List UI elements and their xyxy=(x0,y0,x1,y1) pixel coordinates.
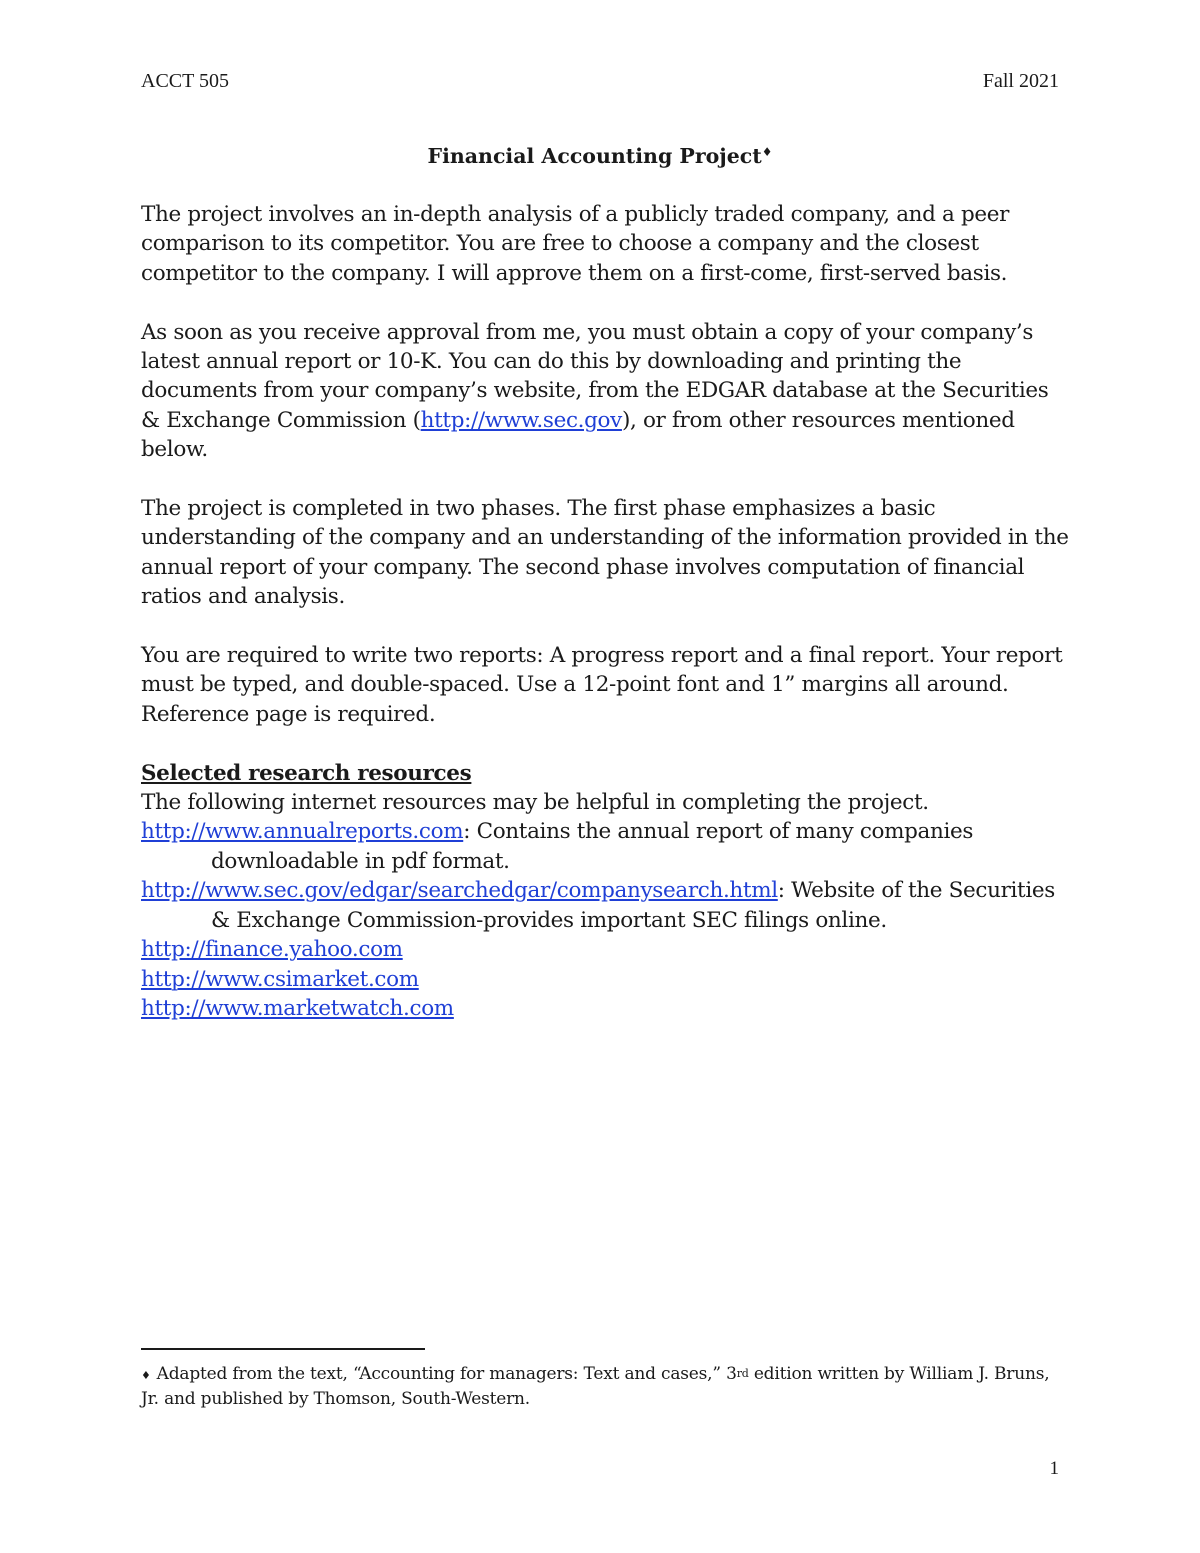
title-footnote-mark: ♦ xyxy=(761,145,773,159)
page-number: 1 xyxy=(1049,1458,1059,1479)
footnote xyxy=(141,1362,1061,1411)
document-title xyxy=(0,144,1200,168)
term: Fall 2021 xyxy=(982,70,1059,92)
resource-item xyxy=(141,876,1071,935)
footnote-text-2: edition written by William J. Bruns, Jr. and published by Thomson, South-Western. xyxy=(141,1364,1050,1409)
footnote-divider xyxy=(141,1348,425,1350)
resource-link-marketwatch[interactable]: http://www.marketwatch.com xyxy=(141,995,454,1021)
paragraph-phases: The project is completed in two phases. The first phase emphasizes a basic understanding of the company and an understanding of the information provided in the annual report of your company. The second phase involves computation of financial ratios and analysis. xyxy=(141,496,1069,610)
resource-link-annualreports[interactable]: http://www.annualreports.com xyxy=(141,819,464,845)
resource-link-csimarket[interactable]: http://www.csimarket.com xyxy=(141,966,419,992)
page-header xyxy=(141,70,1059,96)
resource-link-yahoo-finance[interactable]: http://finance.yahoo.com xyxy=(141,937,403,963)
sec-link[interactable]: http://www.sec.gov xyxy=(420,407,622,433)
resource-item xyxy=(141,965,1071,994)
resource-desc: : Website of the Securities & Exchange Commission-provides important SEC filings online. xyxy=(211,878,1055,933)
paragraph-annual-report xyxy=(141,318,1071,465)
resources-intro: The following internet resources may be helpful in completing the project. xyxy=(141,790,929,816)
document-body xyxy=(141,200,1071,1023)
resource-desc: : Contains the annual report of many companies downloadable in pdf format. xyxy=(211,819,974,874)
resources-heading: Selected research resources xyxy=(141,760,472,786)
resource-item xyxy=(141,935,1071,964)
footnote-mark: ♦ xyxy=(141,1369,151,1382)
resource-link-sec-edgar[interactable]: http://www.sec.gov/edgar/searchedgar/companysearch.html xyxy=(141,878,778,904)
paragraph-overview: The project involves an in-depth analysis of a publicly traded company, and a peer comparison to its competitor. You are free to choose a company and the closest competitor to the company. I will approve them on a first-come, first-served basis. xyxy=(141,202,1010,286)
course-code: ACCT 505 xyxy=(141,70,229,92)
resource-item xyxy=(141,817,1071,876)
paragraph-annual-report-text-1: As soon as you receive approval from me, you must obtain a copy of your company’s latest annual report or 10-K. You can do this by downloading and printing the documents from your company’s website, from the EDGAR database at the Securities & Exchange Commission ( xyxy=(141,319,1049,433)
paragraph-reports: You are required to write two reports: A progress report and a final report. Your report must be typed, and double-spaced. Use a 12-point font and 1” margins all around. Reference page is required. xyxy=(141,643,1063,727)
footnote-text-1: Adapted from the text, “Accounting for managers: Text and cases,” 3 xyxy=(156,1364,737,1384)
paragraph-annual-report-text-2: ), or from other resources mentioned below. xyxy=(141,407,1015,463)
title-text: Financial Accounting Project xyxy=(427,144,762,168)
resource-item xyxy=(141,994,1071,1023)
resources-section xyxy=(141,759,1071,1024)
footnote-ordinal: rd xyxy=(736,1367,749,1380)
